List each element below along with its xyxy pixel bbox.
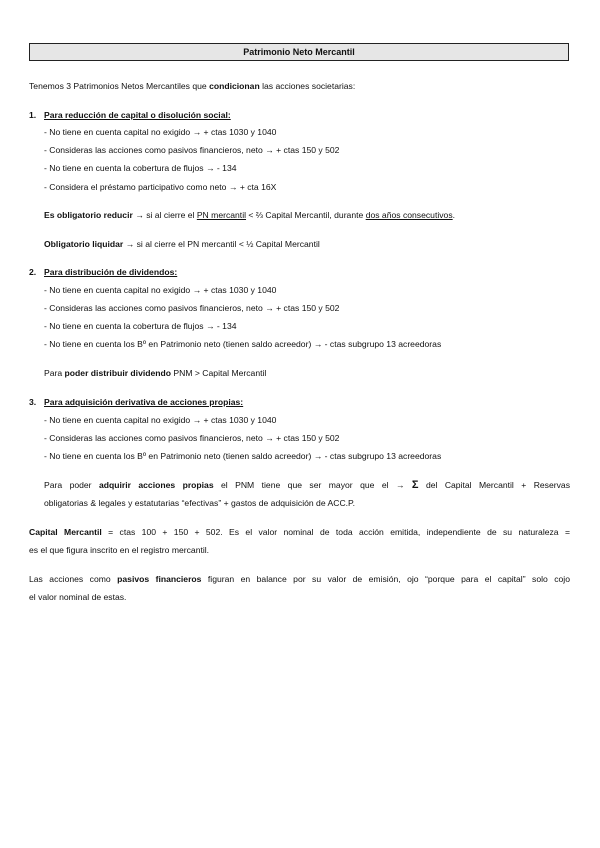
section-1-heading: Para reducción de capital o disolución social: bbox=[44, 110, 231, 120]
liquidation-rule: Obligatorio liquidar → si al cierre el PN mercantil < ½ Capital Mercantil bbox=[44, 239, 320, 249]
list-item: - No tiene en cuenta capital no exigido → + ctas 1030 y 1040 bbox=[44, 285, 277, 295]
list-item: - No tiene en cuenta la cobertura de flujos → - 134 bbox=[44, 163, 237, 173]
list-item: - Considera el préstamo participativo como neto → + cta 16X bbox=[44, 182, 277, 192]
capital-mercantil-continuation: es el que figura inscrito en el registro mercantil. bbox=[29, 545, 210, 555]
intro-paragraph: Tenemos 3 Patrimonios Netos Mercantiles que condicionan las acciones societarias: bbox=[29, 81, 356, 91]
list-item: - No tiene en cuenta los Bº en Patrimonio neto (tienen saldo acreedor) → - ctas subgrupo 13 acreedoras bbox=[44, 451, 442, 461]
pasivos-financieros-continuation: el valor nominal de estas. bbox=[29, 592, 127, 602]
page-title: Patrimonio Neto Mercantil bbox=[29, 43, 569, 61]
own-shares-rule-line-1: Para poder adquirir acciones propias el PNM tiene que ser mayor que el → Σ del Capital Mercantil + Reservas bbox=[44, 479, 570, 491]
list-item: - No tiene en cuenta capital no exigido → + ctas 1030 y 1040 bbox=[44, 127, 277, 137]
own-shares-rule-line-2: obligatorias & legales y estatutarias “efectivas” + gastos de adquisición de ACC.P. bbox=[44, 498, 356, 508]
reduction-rule: Es obligatorio reducir → si al cierre el PN mercantil < ⅔ Capital Mercantil, durante dos años consecutivos. bbox=[44, 210, 456, 220]
capital-mercantil-definition: Capital Mercantil = ctas 100 + 150 + 502. Es el valor nominal de toda acción emitida, independiente de su naturaleza = bbox=[29, 527, 570, 537]
pasivos-financieros-paragraph: Las acciones como pasivos financieros figuran en balance por su valor de emisión, ojo “porque para el capital” solo cojo bbox=[29, 574, 570, 584]
list-item: - No tiene en cuenta los Bº en Patrimonio neto (tienen saldo acreedor) → - ctas subgrupo 13 acreedoras bbox=[44, 339, 442, 349]
dividend-rule: Para poder distribuir dividendo PNM > Capital Mercantil bbox=[44, 368, 267, 378]
list-item: - Consideras las acciones como pasivos financieros, neto → + ctas 150 y 502 bbox=[44, 433, 340, 443]
list-item: - No tiene en cuenta la cobertura de flujos → - 134 bbox=[44, 321, 237, 331]
list-item: - No tiene en cuenta capital no exigido → + ctas 1030 y 1040 bbox=[44, 415, 277, 425]
list-item: - Consideras las acciones como pasivos financieros, neto → + ctas 150 y 502 bbox=[44, 145, 340, 155]
list-item: - Consideras las acciones como pasivos financieros, neto → + ctas 150 y 502 bbox=[44, 303, 340, 313]
section-3-heading: Para adquisición derivativa de acciones propias: bbox=[44, 397, 244, 407]
section-3-number: 3. bbox=[29, 397, 37, 407]
section-2-number: 2. bbox=[29, 267, 37, 277]
section-2-heading: Para distribución de dividendos: bbox=[44, 267, 178, 277]
section-1-number: 1. bbox=[29, 110, 37, 120]
